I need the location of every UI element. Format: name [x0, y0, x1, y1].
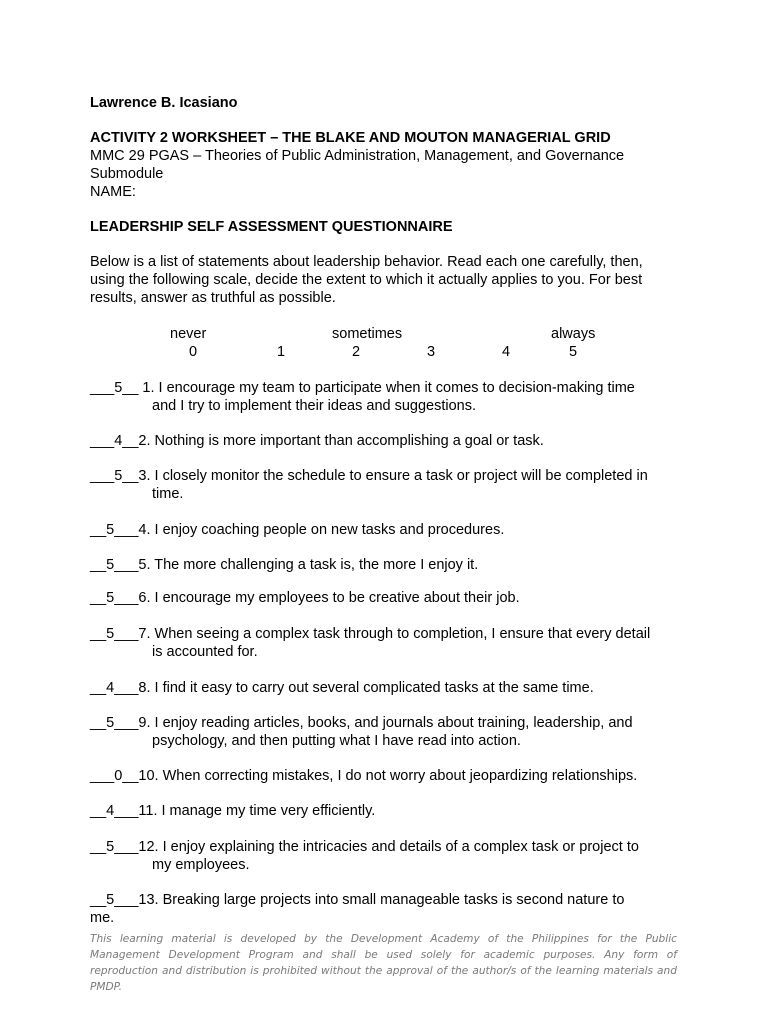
scale-number-0: 0 — [189, 344, 198, 360]
worksheet-title: ACTIVITY 2 WORKSHEET – THE BLAKE AND MOUTON MANAGERIAL GRID — [90, 130, 611, 146]
questionnaire-item — [90, 891, 677, 927]
answer-blank[interactable]: __5___ — [90, 590, 139, 606]
item-statement-continued: psychology, and then putting what I have read into action. — [152, 733, 521, 749]
scale-number-2: 2 — [352, 344, 361, 360]
footer-disclaimer: This learning material is developed by the Development Academy of the Philippines for the Public Management Development Program and shall be used solely for academic purposes. Any form of reproduction and distribution is prohibited without the approval of the author/s of the learning materials and PMDP. — [90, 933, 677, 993]
scale-label-never: never — [170, 326, 207, 342]
item-statement: 10. When correcting mistakes, I do not worry about jeopardizing relationships. — [138, 768, 638, 784]
item-statement: 4. I enjoy coaching people on new tasks and procedures. — [138, 522, 505, 538]
questionnaire-item — [90, 521, 677, 539]
questionnaire-item — [90, 467, 677, 503]
scale-number-4: 4 — [502, 344, 511, 360]
questionnaire-item — [90, 589, 677, 607]
item-statement: 7. When seeing a complex task through to completion, I ensure that every detail — [138, 626, 651, 642]
item-statement-continued: and I try to implement their ideas and suggestions. — [152, 398, 477, 414]
answer-blank[interactable]: __5___ — [90, 892, 139, 908]
questionnaire-items — [90, 379, 677, 927]
answer-blank[interactable]: __5___ — [90, 522, 139, 538]
questionnaire-item — [90, 432, 677, 450]
answer-blank[interactable]: __5___ — [90, 839, 139, 855]
item-statement: 8. I find it easy to carry out several complicated tasks at the same time. — [138, 680, 594, 696]
scale-number-1: 1 — [277, 344, 286, 360]
item-statement: 2. Nothing is more important than accomplishing a goal or task. — [138, 433, 544, 449]
questionnaire-item — [90, 556, 677, 574]
item-statement: 11. I manage my time very efficiently. — [138, 803, 376, 819]
questionnaire-item — [90, 379, 677, 415]
course-line: MMC 29 PGAS – Theories of Public Administration, Management, and Governance — [90, 148, 625, 164]
questionnaire-item — [90, 714, 677, 750]
instructions-paragraph: Below is a list of statements about leadership behavior. Read each one carefully, then, using the following scale, decide the extent to which it actually applies to you. For best results, answer as truthful as possible. — [90, 254, 643, 306]
answer-blank[interactable]: __4___ — [90, 680, 139, 696]
questionnaire-item — [90, 679, 677, 697]
scale-number-5: 5 — [569, 344, 578, 360]
item-statement: 13. Breaking large projects into small manageable tasks is second nature to — [138, 892, 625, 908]
section-heading: LEADERSHIP SELF ASSESSMENT QUESTIONNAIRE — [90, 219, 453, 235]
item-statement: 12. I enjoy explaining the intricacies and details of a complex task or project to — [138, 839, 639, 855]
answer-blank[interactable]: __5___ — [90, 557, 139, 573]
worksheet-page — [90, 94, 677, 927]
answer-blank[interactable]: __4___ — [90, 803, 139, 819]
rating-scale — [90, 325, 677, 361]
answer-blank[interactable]: ___4__ — [90, 433, 139, 449]
questionnaire-item — [90, 802, 677, 820]
item-statement: 9. I enjoy reading articles, books, and journals about training, leadership, and — [138, 715, 633, 731]
scale-label-always: always — [551, 326, 596, 342]
item-statement-continued: me. — [90, 910, 115, 926]
questionnaire-item — [90, 625, 677, 661]
item-statement: 3. I closely monitor the schedule to ensure a task or project will be completed in — [138, 468, 648, 484]
answer-blank[interactable]: ___5__ — [90, 380, 143, 396]
answer-blank[interactable]: ___5__ — [90, 468, 139, 484]
scale-number-3: 3 — [427, 344, 436, 360]
submodule-line: Submodule — [90, 166, 164, 182]
item-statement: 1. I encourage my team to participate when it comes to decision-making time — [142, 380, 635, 396]
questionnaire-item — [90, 767, 677, 785]
item-statement-continued: my employees. — [152, 857, 250, 873]
item-statement: 6. I encourage my employees to be creative about their job. — [138, 590, 520, 606]
item-statement-continued: is accounted for. — [152, 644, 258, 660]
answer-blank[interactable]: ___0__ — [90, 768, 139, 784]
item-statement-continued: time. — [152, 486, 184, 502]
author-name: Lawrence B. Icasiano — [90, 95, 238, 111]
questionnaire-item — [90, 838, 677, 874]
answer-blank[interactable]: __5___ — [90, 626, 139, 642]
scale-label-sometimes: sometimes — [332, 326, 403, 342]
name-label: NAME: — [90, 184, 136, 200]
item-statement: 5. The more challenging a task is, the more I enjoy it. — [138, 557, 479, 573]
answer-blank[interactable]: __5___ — [90, 715, 139, 731]
